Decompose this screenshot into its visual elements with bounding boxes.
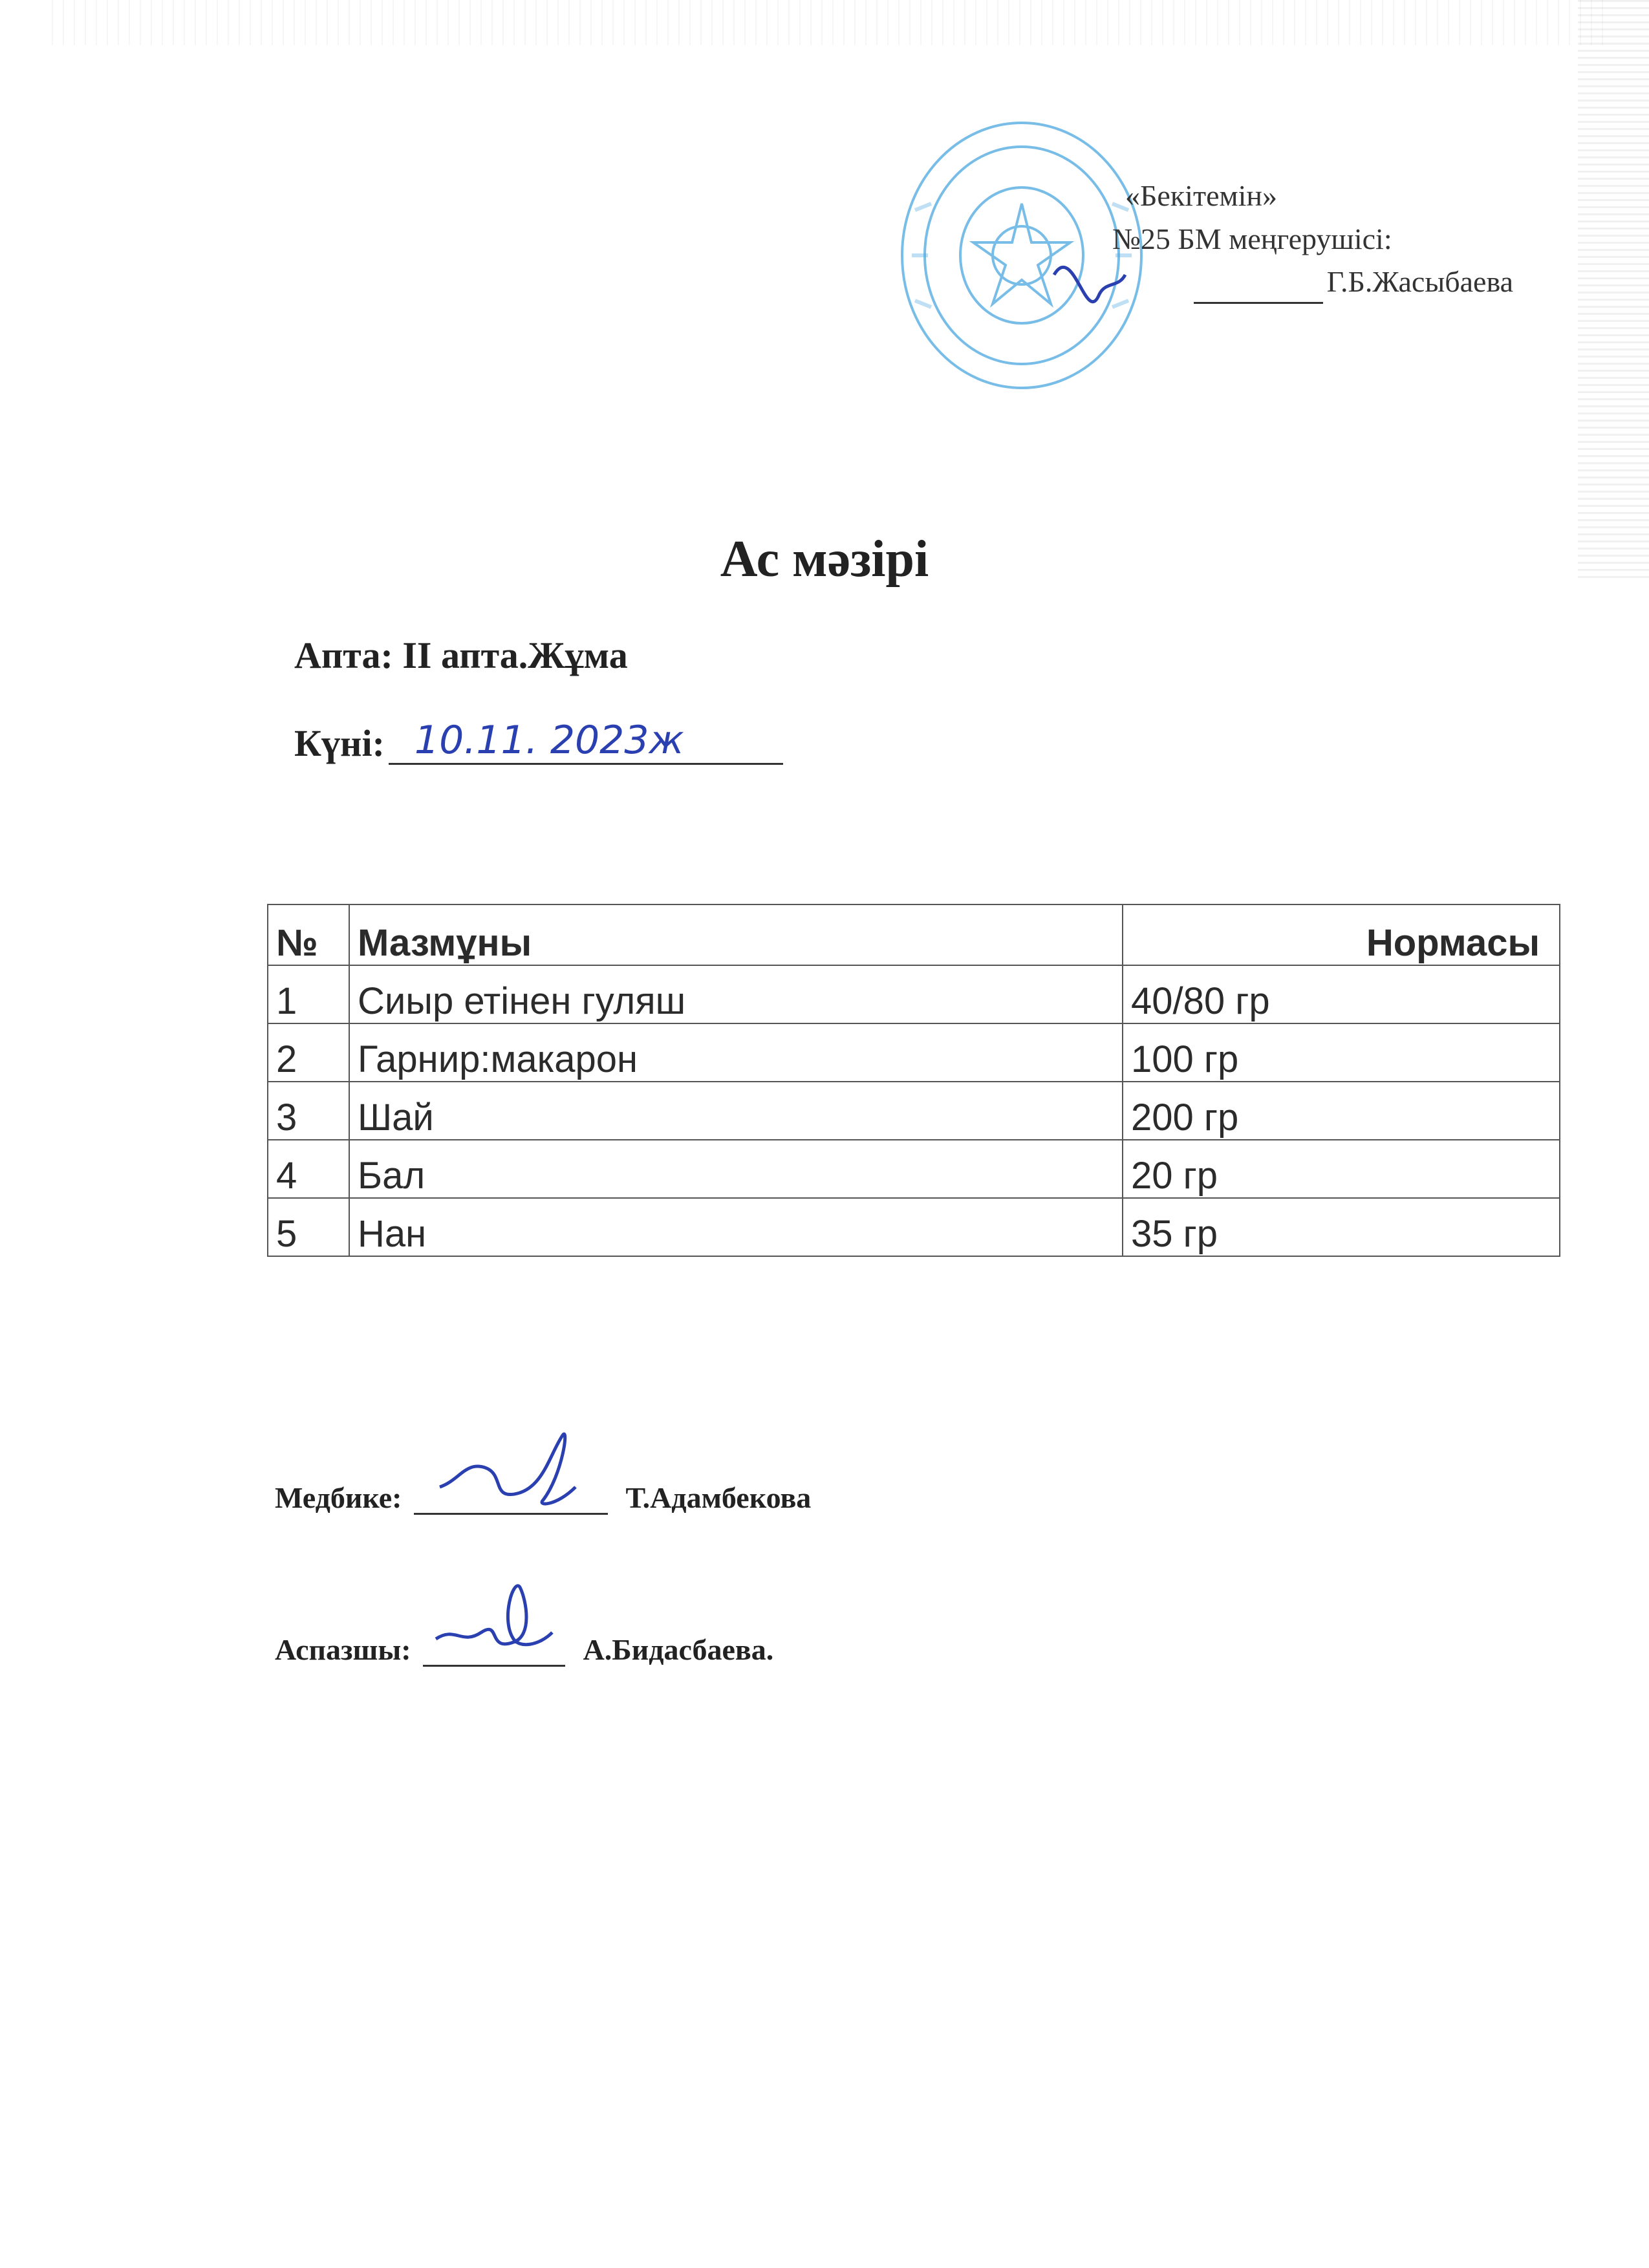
row-content: Сиыр етінен гуляш — [349, 965, 1123, 1023]
nurse-signature-row — [275, 1481, 811, 1515]
approval-name: Г.Б.Жасыбаева — [1326, 265, 1513, 299]
cook-signature-row — [275, 1632, 773, 1667]
row-num: 4 — [268, 1140, 349, 1198]
date-value: 10.11. 2023ж — [389, 718, 783, 765]
approval-block — [1112, 175, 1513, 304]
row-norm: 20 гр — [1123, 1140, 1560, 1198]
date-row — [294, 718, 783, 765]
nurse-label: Медбике: — [275, 1481, 402, 1514]
row-num: 2 — [268, 1023, 349, 1082]
menu-table — [267, 904, 1560, 1257]
table-row — [268, 1082, 1560, 1140]
approval-title: «Бекітемін» — [1125, 179, 1277, 212]
table-header-row — [268, 904, 1560, 965]
nurse-name: Т.Адамбекова — [625, 1481, 812, 1514]
row-norm: 40/80 гр — [1123, 965, 1560, 1023]
header-content: Мазмұны — [349, 904, 1123, 965]
scan-noise-edge — [1578, 0, 1649, 582]
scan-noise-top — [52, 0, 1604, 45]
table-row — [268, 965, 1560, 1023]
page-title: Ас мәзірі — [720, 531, 929, 588]
row-norm: 200 гр — [1123, 1082, 1560, 1140]
row-num: 5 — [268, 1198, 349, 1256]
handwritten-signature-icon — [414, 1409, 608, 1519]
table-row — [268, 1140, 1560, 1198]
row-num: 3 — [268, 1082, 349, 1140]
table-row — [268, 1198, 1560, 1256]
row-norm: 100 гр — [1123, 1023, 1560, 1082]
approval-position: №25 БМ меңгерушісі: — [1112, 222, 1392, 255]
row-num: 1 — [268, 965, 349, 1023]
header-norm: Нормасы — [1123, 904, 1560, 965]
week-label: Апта: II апта.Жұма — [294, 634, 628, 676]
cook-signature-blank — [423, 1632, 565, 1667]
row-norm: 35 гр — [1123, 1198, 1560, 1256]
cook-label: Аспазшы: — [275, 1633, 411, 1666]
row-content: Шай — [349, 1082, 1123, 1140]
date-label: Күні: — [294, 722, 385, 764]
cook-name: А.Бидасбаева. — [583, 1633, 774, 1666]
header-num: № — [268, 904, 349, 965]
handwritten-signature-icon — [423, 1561, 565, 1671]
signature-blank — [1194, 276, 1323, 304]
row-content: Гарнир:макарон — [349, 1023, 1123, 1082]
approval-signature-line — [1112, 261, 1513, 304]
nurse-signature-blank — [414, 1481, 608, 1515]
row-content: Нан — [349, 1198, 1123, 1256]
row-content: Бал — [349, 1140, 1123, 1198]
table-row — [268, 1023, 1560, 1082]
